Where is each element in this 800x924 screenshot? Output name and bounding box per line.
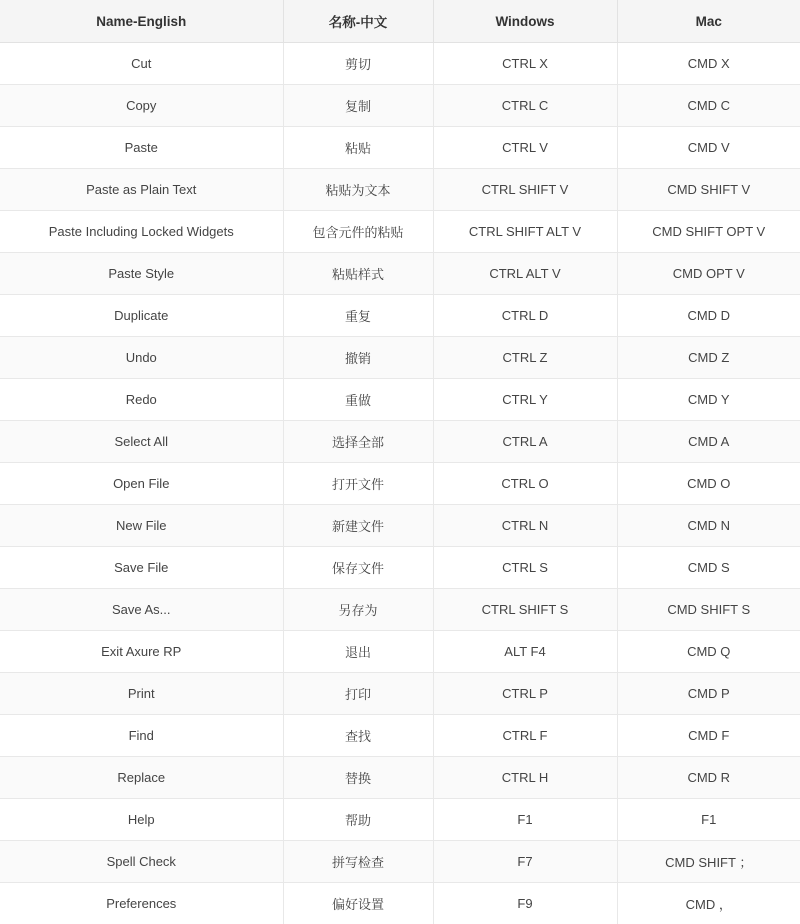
table-row: [0, 883, 800, 924]
cell-mac: CMD R: [617, 757, 800, 799]
cell-windows: F1: [433, 799, 617, 841]
column-header-mac: Mac: [617, 0, 800, 43]
cell-name_en: Select All: [0, 421, 283, 463]
cell-windows: CTRL C: [433, 85, 617, 127]
table-row: [0, 589, 800, 631]
table-row: [0, 85, 800, 127]
table-row: [0, 43, 800, 85]
cell-mac: CMD S: [617, 547, 800, 589]
cell-name_cn: 复制: [283, 85, 433, 127]
table-row: [0, 253, 800, 295]
cell-windows: CTRL D: [433, 295, 617, 337]
cell-name_cn: 替换: [283, 757, 433, 799]
cell-mac: CMD X: [617, 43, 800, 85]
cell-name_en: Find: [0, 715, 283, 757]
table-row: [0, 715, 800, 757]
cell-windows: CTRL SHIFT ALT V: [433, 211, 617, 253]
cell-windows: CTRL N: [433, 505, 617, 547]
table-header-row: [0, 0, 800, 43]
cell-mac: CMD SHIFT ；: [617, 841, 800, 883]
cell-mac: CMD SHIFT S: [617, 589, 800, 631]
cell-name_en: Save As...: [0, 589, 283, 631]
cell-name_en: Spell Check: [0, 841, 283, 883]
cell-name_en: Paste Style: [0, 253, 283, 295]
cell-name_en: Save File: [0, 547, 283, 589]
cell-name_en: Exit Axure RP: [0, 631, 283, 673]
cell-windows: CTRL O: [433, 463, 617, 505]
table-row: [0, 673, 800, 715]
cell-name_cn: 选择全部: [283, 421, 433, 463]
table-row: [0, 295, 800, 337]
cell-name_cn: 打印: [283, 673, 433, 715]
cell-name_en: Paste: [0, 127, 283, 169]
cell-mac: CMD Q: [617, 631, 800, 673]
cell-mac: CMD O: [617, 463, 800, 505]
table-row: [0, 631, 800, 673]
column-header-name-chinese: 名称-中文: [283, 0, 433, 43]
cell-mac: CMD N: [617, 505, 800, 547]
cell-mac: CMD SHIFT OPT V: [617, 211, 800, 253]
cell-windows: CTRL SHIFT V: [433, 169, 617, 211]
cell-name_cn: 保存文件: [283, 547, 433, 589]
cell-name_cn: 粘贴为文本: [283, 169, 433, 211]
cell-windows: F9: [433, 883, 617, 924]
cell-name_en: Duplicate: [0, 295, 283, 337]
cell-windows: ALT F4: [433, 631, 617, 673]
table-row: [0, 169, 800, 211]
table-row: [0, 841, 800, 883]
column-header-windows: Windows: [433, 0, 617, 43]
cell-name_cn: 重复: [283, 295, 433, 337]
table-row: [0, 547, 800, 589]
cell-mac: CMD OPT V: [617, 253, 800, 295]
table-row: [0, 337, 800, 379]
cell-windows: CTRL P: [433, 673, 617, 715]
cell-windows: CTRL ALT V: [433, 253, 617, 295]
cell-name_cn: 退出: [283, 631, 433, 673]
cell-name_cn: 拼写检查: [283, 841, 433, 883]
cell-name_cn: 打开文件: [283, 463, 433, 505]
cell-windows: CTRL SHIFT S: [433, 589, 617, 631]
cell-name_en: Help: [0, 799, 283, 841]
cell-windows: CTRL A: [433, 421, 617, 463]
cell-name_en: Paste as Plain Text: [0, 169, 283, 211]
cell-name_en: Replace: [0, 757, 283, 799]
cell-mac: F1: [617, 799, 800, 841]
cell-name_cn: 剪切: [283, 43, 433, 85]
cell-name_en: Print: [0, 673, 283, 715]
cell-windows: CTRL H: [433, 757, 617, 799]
cell-windows: CTRL Y: [433, 379, 617, 421]
cell-windows: CTRL X: [433, 43, 617, 85]
cell-name_en: New File: [0, 505, 283, 547]
cell-mac: CMD F: [617, 715, 800, 757]
cell-name_cn: 偏好设置: [283, 883, 433, 924]
table-row: [0, 505, 800, 547]
table-header: [0, 0, 800, 43]
cell-name_cn: 新建文件: [283, 505, 433, 547]
table-row: [0, 421, 800, 463]
cell-mac: CMD Z: [617, 337, 800, 379]
table-row: [0, 211, 800, 253]
cell-mac: CMD V: [617, 127, 800, 169]
cell-mac: CMD D: [617, 295, 800, 337]
cell-mac: CMD A: [617, 421, 800, 463]
table-row: [0, 379, 800, 421]
column-header-name-english: Name-English: [0, 0, 283, 43]
cell-name_cn: 重做: [283, 379, 433, 421]
cell-windows: F7: [433, 841, 617, 883]
cell-name_en: Redo: [0, 379, 283, 421]
cell-windows: CTRL S: [433, 547, 617, 589]
cell-name_cn: 撤销: [283, 337, 433, 379]
cell-name_cn: 帮助: [283, 799, 433, 841]
cell-name_cn: 包含元件的粘贴: [283, 211, 433, 253]
cell-name_cn: 粘贴样式: [283, 253, 433, 295]
cell-name_en: Cut: [0, 43, 283, 85]
cell-name_cn: 另存为: [283, 589, 433, 631]
cell-windows: CTRL V: [433, 127, 617, 169]
cell-windows: CTRL F: [433, 715, 617, 757]
cell-name_cn: 粘贴: [283, 127, 433, 169]
cell-name_en: Preferences: [0, 883, 283, 924]
cell-mac: CMD ，: [617, 883, 800, 924]
table-row: [0, 127, 800, 169]
cell-name_en: Undo: [0, 337, 283, 379]
table-row: [0, 757, 800, 799]
cell-name_cn: 查找: [283, 715, 433, 757]
cell-name_en: Open File: [0, 463, 283, 505]
cell-mac: CMD C: [617, 85, 800, 127]
cell-mac: CMD SHIFT V: [617, 169, 800, 211]
cell-name_en: Paste Including Locked Widgets: [0, 211, 283, 253]
cell-windows: CTRL Z: [433, 337, 617, 379]
cell-mac: CMD Y: [617, 379, 800, 421]
table-body: [0, 43, 800, 924]
table-row: [0, 463, 800, 505]
cell-mac: CMD P: [617, 673, 800, 715]
cell-name_en: Copy: [0, 85, 283, 127]
